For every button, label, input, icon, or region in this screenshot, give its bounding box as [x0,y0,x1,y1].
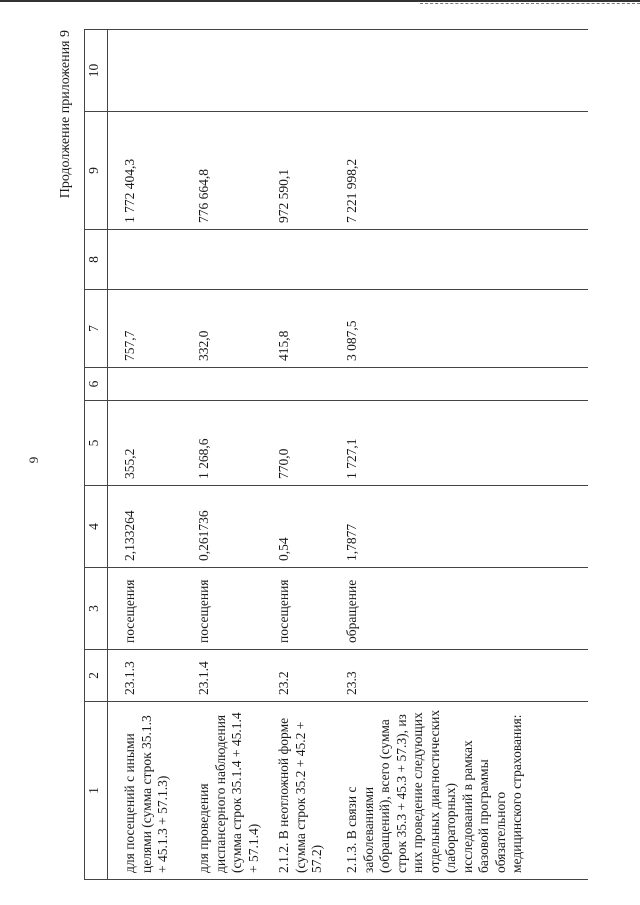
table-row [334,30,588,880]
row-name-cell: 2.1.2. В неотложной форме (сумма строк 35.2 + 45.2 + 57.2) [266,702,334,880]
unit-cell: посещения [108,568,187,650]
row-code-cell: 23.1.3 [108,650,187,702]
value-cell-6 [186,368,266,401]
column-header: 9 [85,112,108,230]
value-cell-9: 7 221 998,2 [334,112,588,230]
row-code-cell: 23.1.4 [186,650,266,702]
column-header: 10 [85,30,108,112]
value-cell-5: 1 727,1 [334,401,588,486]
value-cell-4: 0,54 [266,486,334,568]
value-cell-10 [266,30,334,112]
value-cell-9: 776 664,8 [186,112,266,230]
value-cell-7: 3 087,5 [334,290,588,368]
column-header: 5 [85,401,108,486]
value-cell-8 [266,230,334,290]
row-name-cell: 2.1.3. В связи с заболеваниями (обращений), всего (сумма строк 35.3 + 45.3 + 57.3), из них проведение следующих отдельных диагностических (лабораторных) исследований в рамках базовой программы обязательного медицинского страхования: [334,702,588,880]
value-cell-4: 1,7877 [334,486,588,568]
value-cell-5: 355,2 [108,401,187,486]
value-cell-4: 0,261736 [186,486,266,568]
scan-edge-line [0,0,640,2]
data-table [84,29,588,880]
value-cell-5: 770,0 [266,401,334,486]
page-number: 9 [26,456,41,464]
value-cell-6 [108,368,187,401]
column-header: 8 [85,230,108,290]
column-header: 7 [85,290,108,368]
column-header: 3 [85,568,108,650]
rotated-content [20,20,620,880]
row-code-cell: 23.3 [334,650,588,702]
value-cell-6 [266,368,334,401]
row-name-cell: для посещений с иными целями (сумма строк 35.1.3 + 45.1.3 + 57.1.3) [108,702,187,880]
unit-cell: посещения [266,568,334,650]
value-cell-6 [334,368,588,401]
value-cell-4: 2,133264 [108,486,187,568]
table-row [266,30,334,880]
value-cell-5: 1 268,6 [186,401,266,486]
appendix-caption: Продолжение приложения 9 [58,30,73,199]
column-header: 6 [85,368,108,401]
value-cell-8 [108,230,187,290]
unit-cell: посещения [186,568,266,650]
value-cell-10 [108,30,187,112]
header-row [85,30,108,880]
row-code-cell: 23.2 [266,650,334,702]
value-cell-7: 415,8 [266,290,334,368]
value-cell-8 [186,230,266,290]
scan-edge-dash [420,3,640,4]
value-cell-10 [334,30,588,112]
value-cell-8 [334,230,588,290]
value-cell-9: 972 590,1 [266,112,334,230]
unit-cell: обращение [334,568,588,650]
value-cell-10 [186,30,266,112]
column-header: 4 [85,486,108,568]
table-row [186,30,266,880]
value-cell-7: 757,7 [108,290,187,368]
row-name-cell: для проведения диспансерного наблюдения (сумма строк 35.1.4 + 45.1.4 + 57.1.4) [186,702,266,880]
column-header: 1 [85,702,108,880]
value-cell-9: 1 772 404,3 [108,112,187,230]
table-row [108,30,187,880]
value-cell-7: 332,0 [186,290,266,368]
column-header: 2 [85,650,108,702]
